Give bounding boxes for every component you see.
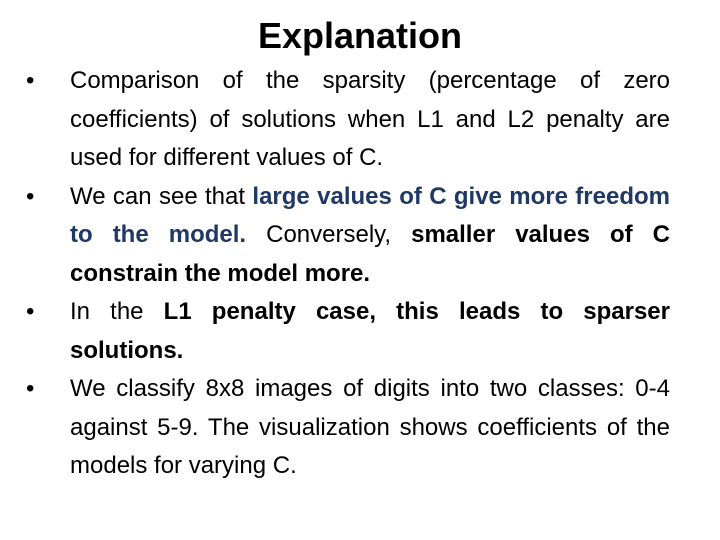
bullet-item-digit-classification bbox=[22, 370, 670, 486]
bullet-item-sparsity-comparison bbox=[22, 62, 670, 178]
emphasis-large-c: large values of C give more freedom to the model. bbox=[70, 182, 670, 248]
bullet-item-l1-penalty bbox=[22, 293, 670, 370]
bullet-marker: • bbox=[26, 67, 35, 94]
bullet-marker: • bbox=[26, 182, 35, 210]
bullet-list bbox=[22, 62, 670, 486]
bullet-text: We classify 8x8 images of digits into two classes: 0-4 against 5-9. The visualization shows coefficients of the models for varying C. bbox=[70, 375, 670, 479]
bullet-marker: • bbox=[26, 298, 35, 325]
bullet-text: Comparison of the sparsity (percentage of zero coefficients) of solutions when L1 and L2 penalty are used for different values of C. bbox=[70, 67, 670, 171]
emphasis-l1-sparser: L1 penalty case, this leads to sparser solutions. bbox=[70, 298, 670, 364]
bullet-marker: • bbox=[26, 375, 35, 402]
bullet-text: We can see that bbox=[70, 182, 253, 210]
bullet-text: In the bbox=[70, 298, 164, 325]
bullet-item-c-values bbox=[22, 178, 670, 294]
slide-title: Explanation bbox=[257, 15, 463, 56]
emphasis-small-c: smaller values of C constrain the model more. bbox=[70, 221, 670, 287]
bullet-text: Conversely, bbox=[246, 221, 412, 248]
